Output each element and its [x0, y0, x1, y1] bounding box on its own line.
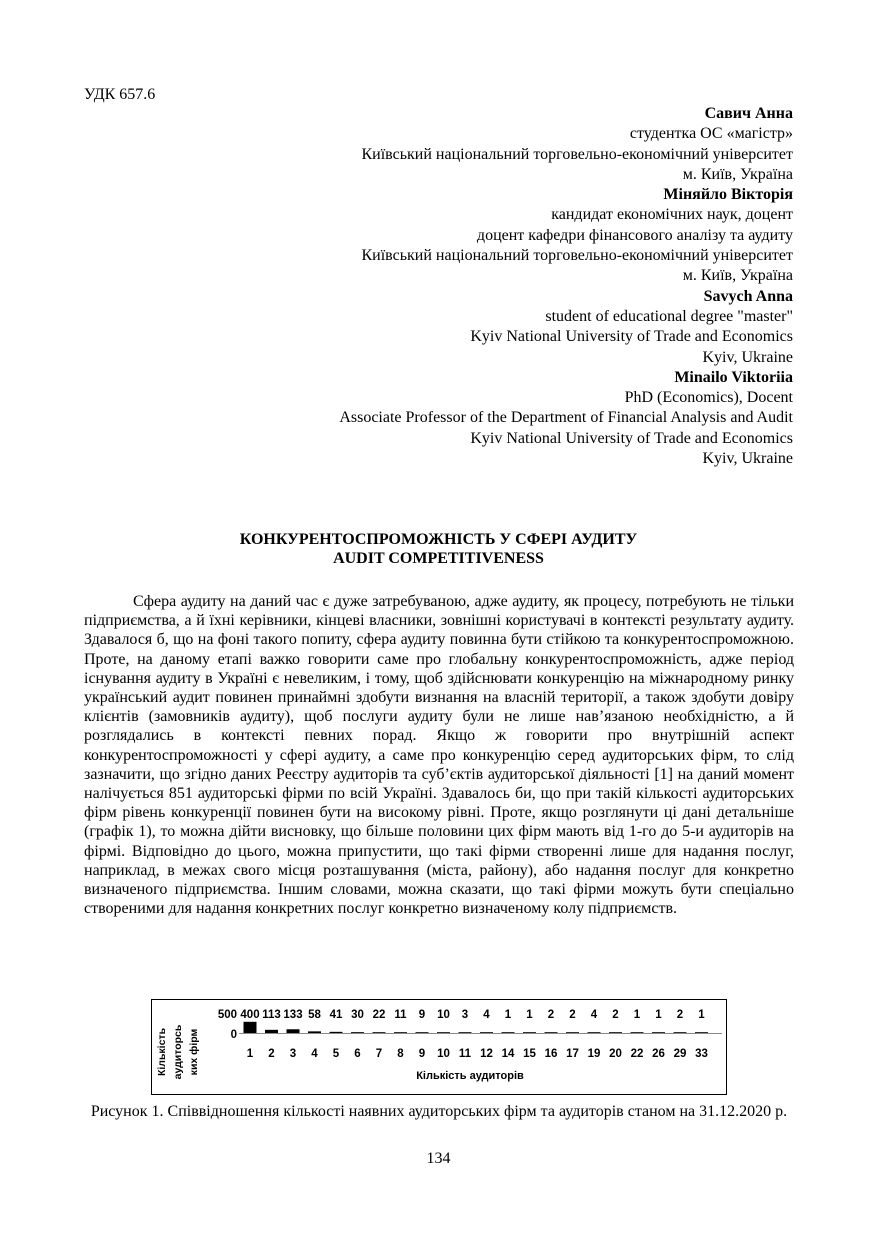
data-label: 400: [240, 1009, 260, 1021]
chart-bar: [588, 1032, 601, 1033]
data-label: 22: [372, 1009, 386, 1021]
x-tick-label: 19: [587, 1048, 601, 1060]
chart-bar: [609, 1032, 622, 1033]
x-tick-label: 12: [480, 1048, 493, 1060]
author-university: Київський національний торговельно-економічний університет: [361, 145, 793, 163]
x-tick-label: 16: [544, 1048, 558, 1060]
author-block: [93, 104, 793, 469]
x-tick-label: 4: [311, 1048, 318, 1060]
chart-bar: [566, 1032, 579, 1033]
author-status: студентка ОС «магістр»: [629, 125, 793, 143]
x-tick-label: 20: [609, 1048, 622, 1060]
author-position: доцент кафедри фінансового аналізу та аудиту: [476, 226, 793, 244]
chart-bar: [416, 1032, 429, 1033]
data-label: 58: [308, 1009, 321, 1021]
author-university: Київський національний торговельно-економічний університет: [361, 247, 793, 265]
x-tick-label: 3: [289, 1048, 297, 1060]
data-label: 1: [633, 1009, 641, 1021]
y-axis-title-line: Кількість: [156, 1027, 168, 1077]
y-axis-title-line: ких фірм: [188, 1028, 200, 1076]
author-university: Kyiv National University of Trade and Economics: [470, 429, 793, 447]
chart-bar: [695, 1032, 708, 1033]
author-name: Minailo Viktoriia: [674, 368, 793, 386]
author-university: Kyiv National University of Trade and Economics: [470, 328, 793, 346]
x-tick-label: 2: [268, 1048, 275, 1060]
data-label: 30: [351, 1009, 364, 1021]
data-label: 2: [676, 1009, 684, 1021]
x-tick-label: 14: [501, 1048, 515, 1060]
chart-bar: [631, 1032, 644, 1033]
chart-bar: [502, 1032, 515, 1033]
chart-bar: [394, 1032, 407, 1033]
x-tick-label: 1: [246, 1048, 254, 1060]
data-label: 4: [590, 1009, 598, 1021]
author-name: Савич Анна: [704, 105, 793, 122]
author-city: Kyiv, Ukraine: [702, 450, 793, 468]
chart-bar: [652, 1032, 665, 1033]
chart-bar: [373, 1032, 386, 1033]
figure-chart: [151, 999, 727, 1095]
x-tick-label: 15: [523, 1048, 536, 1060]
chart-bar: [244, 1022, 257, 1033]
author-city: м. Київ, Україна: [682, 165, 793, 183]
x-tick-label: 9: [418, 1048, 426, 1060]
data-label: 2: [569, 1009, 576, 1021]
data-label: 41: [329, 1009, 343, 1021]
x-tick-label: 11: [458, 1048, 472, 1060]
data-label: 1: [698, 1009, 705, 1021]
page-number: 134: [426, 1150, 451, 1167]
data-label: 113: [262, 1009, 281, 1021]
data-label: 1: [655, 1009, 662, 1021]
chart-bar: [437, 1032, 450, 1033]
x-tick-label: 22: [630, 1048, 644, 1060]
author-city: Kyiv, Ukraine: [702, 348, 793, 366]
x-tick-label: 10: [437, 1048, 450, 1060]
author-name: Міняйло Вікторія: [663, 186, 793, 204]
chart-bar: [523, 1032, 536, 1033]
chart-bar: [287, 1029, 300, 1033]
data-label: 10: [437, 1009, 450, 1021]
data-label: 133: [283, 1009, 303, 1021]
y-tick-label: 0: [230, 1029, 237, 1041]
chart-bar: [265, 1030, 278, 1033]
chart-bar: [308, 1031, 321, 1033]
x-axis-title: Кількість аудиторів: [416, 1070, 524, 1082]
author-name: Savych Anna: [703, 287, 793, 305]
udk-code: УДК 657.6: [84, 86, 156, 103]
author-position: Associate Professor of the Department of Financial Analysis and Audit: [339, 409, 793, 427]
data-label: 3: [461, 1009, 469, 1021]
article-titles: [0, 530, 877, 568]
author-city: м. Київ, Україна: [682, 267, 793, 285]
y-axis-title-line: аудиторсь: [172, 1024, 184, 1080]
article-title-uk: КОНКУРЕНТОСПРОМОЖНІСТЬ У СФЕРІ АУДИТУ: [239, 531, 638, 548]
chart-bar: [459, 1032, 472, 1033]
author-degree: PhD (Economics), Docent: [624, 389, 793, 407]
x-tick-label: 29: [673, 1048, 687, 1060]
bar-chart: [152, 1000, 725, 1093]
chart-bar: [330, 1032, 343, 1033]
author-status: student of educational degree "master": [545, 307, 793, 325]
x-tick-label: 5: [332, 1048, 340, 1060]
body-paragraph: Сфера аудиту на даний час є дуже затребуваною, адже аудиту, як процесу, потребують не тільки підприємства, а й їхні керівники, кінцеві власники, зовнішні користувачі в контексті результату аудиту. Здавалося б, що на фоні такого попиту, сфера аудиту повинна бути стійкою та конкурентоспроможною. Проте, на даному етапі важко говорити саме про глобальну конкурентоспроможність, адже період існування аудиту в Україні є невеликим, і тому, щоб здійснювати конкуренцію на міжнародному ринку український аудит повинен принаймні здобути визнання на власній території, а також здобути довіру клієнтів (замовників аудиту), щоб послуги аудиту були не лише нав’язаною необхідністю, а й розглядались в контексті певних порад. Якщо ж говорити про внутрішній аспект конкурентоспроможності у сфері аудиту, а саме про конкуренцію серед аудиторських фірм, то слід зазначити, що згідно даних Реєстру аудиторів та суб’єктів аудиторської діяльності [1] на даний момент налічується 851 аудиторські фірми по всій Україні. Здавалось би, що при такій кількості аудиторських фірм рівень конкуренції повинен бути на високому рівні. Проте, якщо розглянути ці дані детальніше (графік 1), то можна дійти висновку, що більше половини цих фірм мають від 1-го до 5-и аудиторів на фірмі. Відповідно до цього, можна припустити, що такі фірми створенні лише для надання послуг, наприклад, в межах свого місця розташування (міста, району), або надання послуг для конкретно визначеного підприємства. Іншим словами, можна сказати, що такі фірми можуть бути спеціально створеними для надання конкретних послуг конкретно визначеному колу підприємств.: [84, 593, 794, 918]
x-tick-label: 6: [354, 1048, 361, 1060]
x-tick-label: 17: [566, 1048, 579, 1060]
data-label: 1: [526, 1009, 533, 1021]
author-degree: кандидат економічних наук, доцент: [551, 206, 793, 224]
chart-bar: [480, 1032, 493, 1033]
x-tick-label: 33: [695, 1048, 708, 1060]
y-tick-label: 500: [217, 1009, 237, 1021]
chart-bar: [545, 1032, 558, 1033]
data-label: 1: [504, 1009, 512, 1021]
chart-bar: [674, 1032, 687, 1033]
data-label: 2: [612, 1009, 619, 1021]
figure-caption: Рисунок 1. Співвідношення кількості наявних аудиторських фірм та аудиторів станом на 31.12.2020 р.: [90, 1103, 788, 1120]
data-label: 4: [483, 1009, 490, 1021]
data-label: 11: [394, 1009, 407, 1021]
x-tick-label: 7: [375, 1048, 383, 1060]
data-label: 2: [547, 1009, 555, 1021]
article-title-en: AUDIT COMPETITIVENESS: [333, 550, 544, 567]
x-tick-label: 8: [397, 1048, 404, 1060]
x-tick-label: 26: [652, 1048, 665, 1060]
data-label: 9: [418, 1009, 426, 1021]
chart-bar: [351, 1032, 364, 1033]
